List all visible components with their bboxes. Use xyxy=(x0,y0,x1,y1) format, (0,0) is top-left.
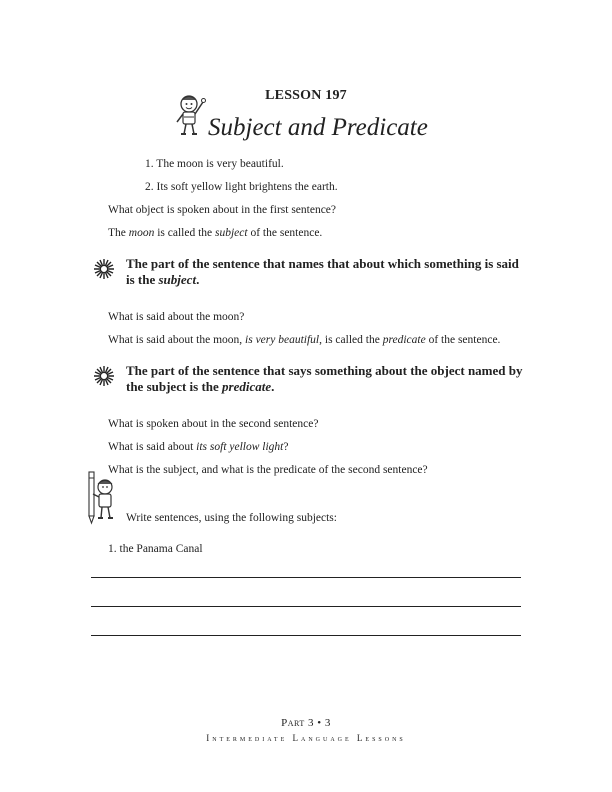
rule-subject: The part of the sentence that names that about which something is said is the subject. xyxy=(126,256,519,287)
predicate-line: What is said about the moon, is very beautiful, is called the predicate of the sentence. xyxy=(108,334,501,346)
moon-subject-line: The moon is called the subject of the sentence. xyxy=(108,227,323,239)
starburst-icon xyxy=(93,258,115,280)
footer-book-title: Intermediate Language Lessons xyxy=(206,733,406,743)
writing-line-3[interactable] xyxy=(91,635,521,636)
exercise-instruction: Write sentences, using the following subjects: xyxy=(126,512,337,524)
question-3: What is spoken about in the second sentence? xyxy=(108,418,319,430)
question-4: What is said about its soft yellow light? xyxy=(108,441,289,453)
rule-predicate: The part of the sentence that says something about the object named by the subject is the predicate. xyxy=(126,363,523,394)
example-sentence-2: 2. Its soft yellow light brightens the earth. xyxy=(145,181,338,193)
lesson-number: LESSON 197 xyxy=(265,88,347,103)
lesson-title: Subject and Predicate xyxy=(208,114,428,141)
boy-with-pencil-icon xyxy=(86,470,120,526)
writing-line-1[interactable] xyxy=(91,577,521,578)
example-sentence-1: 1. The moon is very beautiful. xyxy=(145,158,284,170)
question-1: What object is spoken about in the first sentence? xyxy=(108,204,337,216)
exercise-item-1: 1. the Panama Canal xyxy=(108,543,203,555)
writing-line-2[interactable] xyxy=(91,606,521,607)
starburst-icon xyxy=(93,365,115,387)
question-2: What is said about the moon? xyxy=(108,311,245,323)
boy-waving-icon xyxy=(172,92,208,138)
question-5: What is the subject, and what is the predicate of the second sentence? xyxy=(108,464,428,476)
footer-part-number: Part 3 • 3 xyxy=(281,717,331,729)
